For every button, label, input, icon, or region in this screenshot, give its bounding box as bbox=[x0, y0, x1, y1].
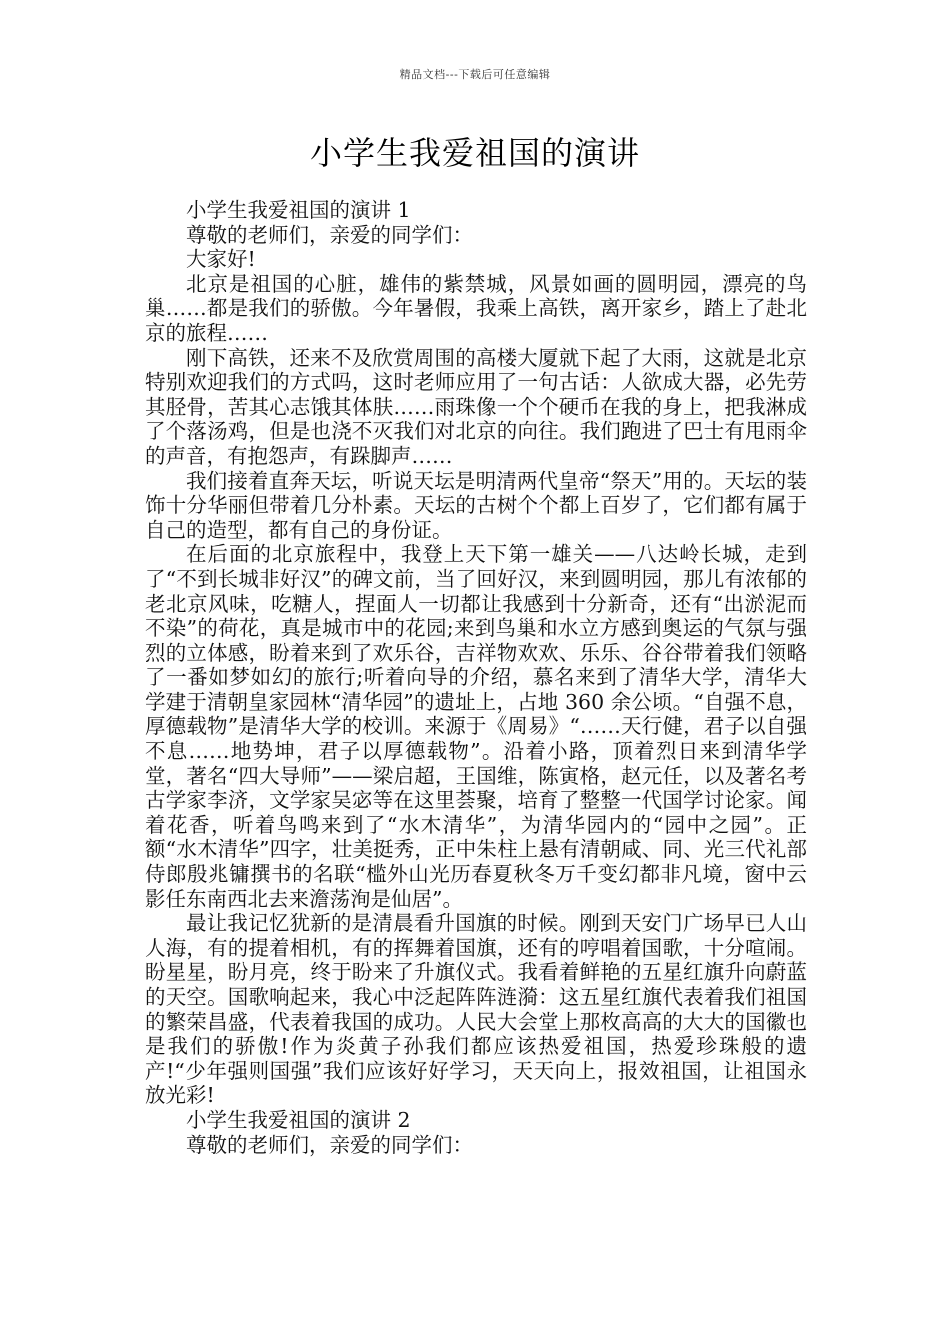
paragraph: 尊敬的老师们，亲爱的同学们： bbox=[186, 222, 473, 247]
paragraph: 刚下高铁，还来不及欣赏周围的高楼大厦就下起了大雨，这就是北京特别欢迎我们的方式吗，这时老师应用了一句古话：人欲成大器，必先劳其胫骨，苦其心志饿其体肤……雨珠像一个个硬币在我的身上，把我淋成了个落汤鸡，但是也浇不灭我们对北京的向往。我们跑进了巴士有甩雨伞的声音，有抱怨声，有跺脚声…… bbox=[145, 345, 807, 468]
paragraph: 尊敬的老师们，亲爱的同学们： bbox=[186, 1132, 473, 1157]
paragraph: 最让我记忆犹新的是清晨看升国旗的时候。刚到天安门广场早已人山人海，有的提着相机，有的挥舞着国旗，还有的哼唱着国歌，十分喧闹。盼星星，盼月亮，终于盼来了升旗仪式。我看着鲜艳的五星红旗升向蔚蓝的天空。国歌响起来，我心中泛起阵阵涟漪：这五星红旗代表着我们祖国的繁荣昌盛，代表着我国的成功。人民大会堂上那枚高高的大大的国徽也是我们的骄傲!作为炎黄子孙我们都应该热爱祖国，热爱珍珠般的遗产!“少年强则国强”我们应该好好学习，天天向上，报效祖国，让祖国永放光彩! bbox=[145, 911, 807, 1108]
paragraph: 小学生我爱祖国的演讲 1 bbox=[186, 198, 411, 222]
header-note: 精品文档---下载后可任意编辑 bbox=[399, 68, 551, 81]
paragraph: 在后面的北京旅程中，我登上天下第一雄关——八达岭长城，走到了“不到长城非好汉”的碑文前，当了回好汉，来到圆明园，那儿有浓郁的老北京风味，吃糖人，捏面人一切都让我感到十分新奇，还有“出淤泥而不染”的荷花，真是城市中的花园;来到鸟巢和水立方感到奥运的气氛与强烈的立体感，盼着来到了欢乐谷，吉祥物欢欢、乐乐、谷谷带着我们领略了一番如梦如幻的旅行;听着向导的介绍，慕名来到了清华大学，清华大学建于清朝皇家园林“清华园”的遗址上，占地 360 余公顷。“自强不息，厚德载物”是清华大学的校训。来源于《周易》“……天行健，君子以自强不息……地势坤，君子以厚德载物”。沿着小路，顶着烈日来到清华学堂，著名“四大导师”——梁启超，王国维，陈寅格，赵元任，以及著名考古学家李济，文学家吴宓等在这里荟聚，培育了整整一代国学讨论家。闻着花香，听着鸟鸣来到了“水木清华”，为清华园内的“园中之园”。正额“水木清华”四字，壮美挺秀，正中朱柱上悬有清朝咸、同、光三代礼部侍郎殷兆镛撰书的名联“槛外山光历春夏秋冬万千变幻都非凡境，窗中云影任东南西北去来澹荡洵是仙居”。 bbox=[145, 542, 807, 911]
paragraph: 小学生我爱祖国的演讲 2 bbox=[186, 1107, 411, 1132]
paragraph: 我们接着直奔天坛，听说天坛是明清两代皇帝“祭天”用的。天坛的装饰十分华丽但带着几分朴素。天坛的古树个个都上百岁了，它们都有属于自己的造型，都有自己的身份证。 bbox=[145, 468, 807, 542]
paragraph: 北京是祖国的心脏，雄伟的紫禁城，风景如画的圆明园，漂亮的鸟巢……都是我们的骄傲。今年暑假，我乘上高铁，离开家乡，踏上了赴北京的旅程…… bbox=[145, 271, 807, 345]
paragraph: 大家好! bbox=[186, 247, 256, 272]
document-title: 小学生我爱祖国的演讲 bbox=[309, 134, 640, 172]
document-body bbox=[145, 198, 807, 1157]
